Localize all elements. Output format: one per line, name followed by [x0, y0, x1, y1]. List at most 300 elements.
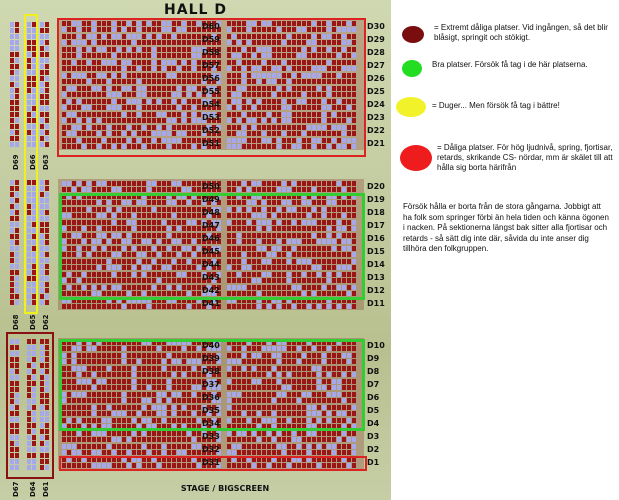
seat[interactable] — [312, 379, 316, 384]
seat[interactable] — [62, 131, 66, 136]
seat[interactable] — [72, 200, 76, 205]
seat[interactable] — [112, 353, 116, 358]
seat[interactable] — [45, 252, 49, 257]
seat[interactable] — [127, 285, 131, 290]
seat[interactable] — [322, 340, 326, 345]
seat[interactable] — [137, 131, 141, 136]
seat[interactable] — [32, 357, 36, 362]
seat[interactable] — [172, 304, 176, 309]
seat[interactable] — [132, 463, 136, 468]
seat[interactable] — [347, 40, 351, 45]
seat[interactable] — [292, 259, 296, 264]
seat[interactable] — [172, 291, 176, 296]
seat[interactable] — [107, 226, 111, 231]
seat[interactable] — [172, 118, 176, 123]
seat[interactable] — [322, 34, 326, 39]
seat[interactable] — [167, 47, 171, 52]
seat[interactable] — [27, 282, 31, 287]
seat[interactable] — [197, 220, 201, 225]
seat[interactable] — [302, 398, 306, 403]
seat[interactable] — [312, 233, 316, 238]
seat[interactable] — [10, 142, 14, 147]
seat[interactable] — [172, 239, 176, 244]
seat[interactable] — [257, 73, 261, 78]
seat[interactable] — [122, 86, 126, 91]
seat[interactable] — [227, 34, 231, 39]
seat[interactable] — [92, 194, 96, 199]
seat[interactable] — [67, 424, 71, 429]
seat[interactable] — [237, 272, 241, 277]
seat[interactable] — [287, 73, 291, 78]
seat[interactable] — [272, 411, 276, 416]
seat[interactable] — [77, 259, 81, 264]
seat[interactable] — [67, 385, 71, 390]
seat[interactable] — [62, 272, 66, 277]
seat[interactable] — [187, 112, 191, 117]
seat[interactable] — [322, 105, 326, 110]
seat[interactable] — [187, 226, 191, 231]
seat[interactable] — [232, 194, 236, 199]
seat[interactable] — [332, 73, 336, 78]
seat[interactable] — [82, 444, 86, 449]
seat[interactable] — [67, 112, 71, 117]
seat[interactable] — [327, 340, 331, 345]
seat[interactable] — [127, 272, 131, 277]
seat[interactable] — [177, 252, 181, 257]
seat[interactable] — [45, 216, 49, 221]
seat[interactable] — [317, 181, 321, 186]
seat[interactable] — [132, 353, 136, 358]
seat[interactable] — [172, 144, 176, 149]
seat[interactable] — [72, 40, 76, 45]
seat[interactable] — [282, 359, 286, 364]
seat[interactable] — [297, 53, 301, 58]
seat[interactable] — [277, 233, 281, 238]
seat[interactable] — [15, 180, 19, 185]
seat[interactable] — [247, 463, 251, 468]
seat[interactable] — [287, 144, 291, 149]
seat[interactable] — [132, 207, 136, 212]
seat[interactable] — [292, 138, 296, 143]
seat[interactable] — [162, 187, 166, 192]
seat[interactable] — [157, 181, 161, 186]
seat[interactable] — [82, 353, 86, 358]
seat[interactable] — [277, 125, 281, 130]
seat[interactable] — [332, 285, 336, 290]
seat[interactable] — [67, 265, 71, 270]
seat[interactable] — [152, 392, 156, 397]
seat[interactable] — [332, 366, 336, 371]
seat[interactable] — [122, 213, 126, 218]
seat[interactable] — [32, 228, 36, 233]
seat[interactable] — [352, 194, 356, 199]
seat[interactable] — [337, 226, 341, 231]
seat[interactable] — [167, 220, 171, 225]
seat[interactable] — [87, 372, 91, 377]
seat[interactable] — [82, 265, 86, 270]
seat[interactable] — [127, 200, 131, 205]
seat[interactable] — [302, 246, 306, 251]
seat[interactable] — [237, 144, 241, 149]
seat[interactable] — [282, 437, 286, 442]
seat[interactable] — [62, 392, 66, 397]
seat[interactable] — [117, 181, 121, 186]
seat[interactable] — [177, 246, 181, 251]
seat[interactable] — [312, 392, 316, 397]
seat[interactable] — [10, 124, 14, 129]
seat[interactable] — [242, 233, 246, 238]
seat[interactable] — [257, 385, 261, 390]
seat[interactable] — [247, 92, 251, 97]
seat[interactable] — [132, 86, 136, 91]
seat[interactable] — [272, 385, 276, 390]
seat[interactable] — [77, 105, 81, 110]
seat[interactable] — [72, 213, 76, 218]
seat[interactable] — [67, 187, 71, 192]
seat[interactable] — [172, 99, 176, 104]
seat[interactable] — [267, 99, 271, 104]
seat[interactable] — [117, 385, 121, 390]
seat[interactable] — [287, 21, 291, 26]
seat[interactable] — [77, 40, 81, 45]
seat[interactable] — [182, 105, 186, 110]
seat[interactable] — [317, 112, 321, 117]
seat[interactable] — [162, 285, 166, 290]
seat[interactable] — [272, 27, 276, 32]
seat[interactable] — [322, 285, 326, 290]
seat[interactable] — [45, 130, 49, 135]
seat[interactable] — [342, 53, 346, 58]
seat[interactable] — [62, 60, 66, 65]
seat[interactable] — [137, 340, 141, 345]
seat[interactable] — [32, 393, 36, 398]
seat[interactable] — [92, 220, 96, 225]
seat[interactable] — [102, 181, 106, 186]
seat[interactable] — [40, 88, 44, 93]
seat[interactable] — [237, 444, 241, 449]
seat[interactable] — [232, 418, 236, 423]
seat[interactable] — [227, 53, 231, 58]
seat[interactable] — [352, 181, 356, 186]
seat[interactable] — [102, 112, 106, 117]
seat[interactable] — [282, 60, 286, 65]
seat[interactable] — [142, 66, 146, 71]
seat[interactable] — [97, 47, 101, 52]
seat[interactable] — [172, 92, 176, 97]
seat[interactable] — [277, 278, 281, 283]
seat[interactable] — [167, 79, 171, 84]
seat[interactable] — [287, 246, 291, 251]
seat[interactable] — [297, 340, 301, 345]
seat[interactable] — [287, 239, 291, 244]
seat[interactable] — [227, 418, 231, 423]
seat[interactable] — [302, 291, 306, 296]
seat[interactable] — [197, 372, 201, 377]
seat[interactable] — [40, 142, 44, 147]
seat[interactable] — [232, 398, 236, 403]
seat[interactable] — [67, 411, 71, 416]
seat[interactable] — [332, 194, 336, 199]
seat[interactable] — [262, 418, 266, 423]
seat[interactable] — [292, 359, 296, 364]
seat[interactable] — [317, 418, 321, 423]
seat[interactable] — [292, 73, 296, 78]
seat[interactable] — [127, 112, 131, 117]
seat[interactable] — [187, 92, 191, 97]
seat[interactable] — [62, 47, 66, 52]
seat[interactable] — [332, 40, 336, 45]
seat[interactable] — [197, 405, 201, 410]
seat[interactable] — [332, 131, 336, 136]
seat[interactable] — [122, 450, 126, 455]
seat[interactable] — [92, 252, 96, 257]
seat[interactable] — [10, 22, 14, 27]
seat[interactable] — [27, 459, 31, 464]
seat[interactable] — [72, 21, 76, 26]
seat[interactable] — [147, 226, 151, 231]
seat[interactable] — [187, 405, 191, 410]
seat[interactable] — [62, 207, 66, 212]
seat[interactable] — [342, 220, 346, 225]
seat[interactable] — [92, 278, 96, 283]
seat[interactable] — [322, 213, 326, 218]
seat[interactable] — [10, 339, 14, 344]
seat[interactable] — [302, 207, 306, 212]
seat[interactable] — [317, 226, 321, 231]
seat[interactable] — [132, 366, 136, 371]
seat[interactable] — [127, 372, 131, 377]
seat[interactable] — [132, 385, 136, 390]
seat[interactable] — [307, 47, 311, 52]
seat[interactable] — [122, 346, 126, 351]
seat[interactable] — [45, 441, 49, 446]
seat[interactable] — [197, 291, 201, 296]
seat[interactable] — [342, 207, 346, 212]
seat[interactable] — [287, 366, 291, 371]
seat[interactable] — [262, 379, 266, 384]
seat[interactable] — [302, 424, 306, 429]
seat[interactable] — [332, 99, 336, 104]
seat[interactable] — [302, 233, 306, 238]
seat[interactable] — [197, 398, 201, 403]
seat[interactable] — [292, 181, 296, 186]
seat[interactable] — [127, 86, 131, 91]
seat[interactable] — [40, 387, 44, 392]
seat[interactable] — [117, 131, 121, 136]
seat[interactable] — [282, 226, 286, 231]
seat[interactable] — [137, 220, 141, 225]
seat[interactable] — [337, 437, 341, 442]
seat[interactable] — [112, 40, 116, 45]
seat[interactable] — [242, 66, 246, 71]
seat[interactable] — [172, 444, 176, 449]
seat[interactable] — [252, 213, 256, 218]
seat[interactable] — [327, 21, 331, 26]
seat[interactable] — [107, 457, 111, 462]
seat[interactable] — [232, 444, 236, 449]
seat[interactable] — [262, 272, 266, 277]
seat[interactable] — [302, 53, 306, 58]
seat[interactable] — [297, 444, 301, 449]
seat[interactable] — [167, 34, 171, 39]
seat[interactable] — [112, 220, 116, 225]
seat[interactable] — [127, 125, 131, 130]
seat[interactable] — [172, 259, 176, 264]
seat[interactable] — [237, 353, 241, 358]
seat[interactable] — [177, 450, 181, 455]
seat[interactable] — [122, 457, 126, 462]
seat[interactable] — [337, 463, 341, 468]
seat[interactable] — [67, 418, 71, 423]
seat[interactable] — [82, 40, 86, 45]
seat[interactable] — [32, 136, 36, 141]
seat[interactable] — [142, 392, 146, 397]
seat[interactable] — [182, 131, 186, 136]
seat[interactable] — [102, 463, 106, 468]
seat[interactable] — [312, 34, 316, 39]
seat[interactable] — [67, 181, 71, 186]
seat[interactable] — [77, 457, 81, 462]
seat[interactable] — [337, 405, 341, 410]
seat[interactable] — [192, 181, 196, 186]
seat[interactable] — [307, 99, 311, 104]
seat[interactable] — [107, 79, 111, 84]
seat[interactable] — [302, 405, 306, 410]
seat[interactable] — [332, 187, 336, 192]
seat[interactable] — [27, 28, 31, 33]
seat[interactable] — [92, 92, 96, 97]
seat[interactable] — [127, 379, 131, 384]
seat[interactable] — [312, 53, 316, 58]
seat[interactable] — [237, 291, 241, 296]
seat[interactable] — [262, 112, 266, 117]
seat[interactable] — [142, 372, 146, 377]
seat[interactable] — [112, 226, 116, 231]
seat[interactable] — [192, 112, 196, 117]
seat[interactable] — [342, 99, 346, 104]
seat[interactable] — [117, 92, 121, 97]
seat[interactable] — [102, 411, 106, 416]
seat[interactable] — [162, 99, 166, 104]
seat[interactable] — [72, 99, 76, 104]
seat[interactable] — [187, 105, 191, 110]
seat[interactable] — [147, 246, 151, 251]
seat[interactable] — [187, 291, 191, 296]
seat[interactable] — [87, 187, 91, 192]
seat[interactable] — [77, 272, 81, 277]
seat[interactable] — [172, 411, 176, 416]
seat[interactable] — [262, 233, 266, 238]
seat[interactable] — [137, 346, 141, 351]
seat[interactable] — [272, 79, 276, 84]
seat[interactable] — [92, 200, 96, 205]
seat[interactable] — [87, 359, 91, 364]
seat[interactable] — [97, 138, 101, 143]
seat[interactable] — [147, 405, 151, 410]
seat[interactable] — [137, 105, 141, 110]
seat[interactable] — [127, 144, 131, 149]
seat[interactable] — [45, 40, 49, 45]
seat[interactable] — [117, 239, 121, 244]
seat[interactable] — [92, 47, 96, 52]
seat[interactable] — [142, 291, 146, 296]
seat[interactable] — [292, 131, 296, 136]
seat[interactable] — [227, 112, 231, 117]
seat[interactable] — [272, 187, 276, 192]
seat[interactable] — [137, 444, 141, 449]
seat[interactable] — [15, 210, 19, 215]
seat[interactable] — [132, 53, 136, 58]
seat[interactable] — [287, 463, 291, 468]
seat[interactable] — [10, 387, 14, 392]
seat[interactable] — [247, 53, 251, 58]
seat[interactable] — [72, 131, 76, 136]
seat[interactable] — [327, 131, 331, 136]
seat[interactable] — [92, 112, 96, 117]
seat[interactable] — [107, 118, 111, 123]
seat[interactable] — [77, 125, 81, 130]
seat[interactable] — [252, 73, 256, 78]
seat[interactable] — [10, 357, 14, 362]
seat[interactable] — [232, 187, 236, 192]
seat[interactable] — [142, 424, 146, 429]
seat[interactable] — [232, 66, 236, 71]
seat[interactable] — [312, 431, 316, 436]
seat[interactable] — [97, 252, 101, 257]
seat[interactable] — [97, 457, 101, 462]
seat[interactable] — [292, 79, 296, 84]
seat[interactable] — [45, 363, 49, 368]
seat[interactable] — [117, 40, 121, 45]
seat[interactable] — [97, 304, 101, 309]
seat[interactable] — [172, 437, 176, 442]
seat[interactable] — [142, 366, 146, 371]
seat[interactable] — [192, 353, 196, 358]
seat[interactable] — [92, 372, 96, 377]
seat[interactable] — [177, 118, 181, 123]
seat[interactable] — [312, 463, 316, 468]
seat[interactable] — [247, 181, 251, 186]
seat[interactable] — [10, 270, 14, 275]
seat[interactable] — [337, 125, 341, 130]
seat[interactable] — [87, 200, 91, 205]
seat[interactable] — [137, 379, 141, 384]
seat[interactable] — [97, 207, 101, 212]
seat[interactable] — [92, 144, 96, 149]
seat[interactable] — [247, 194, 251, 199]
seat[interactable] — [267, 424, 271, 429]
seat[interactable] — [122, 379, 126, 384]
seat[interactable] — [332, 53, 336, 58]
seat[interactable] — [232, 265, 236, 270]
seat[interactable] — [67, 405, 71, 410]
seat[interactable] — [297, 398, 301, 403]
seat[interactable] — [77, 60, 81, 65]
seat[interactable] — [337, 278, 341, 283]
seat[interactable] — [107, 125, 111, 130]
seat[interactable] — [352, 259, 356, 264]
seat[interactable] — [337, 79, 341, 84]
seat[interactable] — [77, 353, 81, 358]
seat[interactable] — [32, 435, 36, 440]
seat[interactable] — [227, 291, 231, 296]
seat[interactable] — [342, 304, 346, 309]
seat[interactable] — [15, 204, 19, 209]
seat[interactable] — [162, 47, 166, 52]
seat[interactable] — [157, 213, 161, 218]
seat[interactable] — [337, 246, 341, 251]
seat[interactable] — [187, 285, 191, 290]
